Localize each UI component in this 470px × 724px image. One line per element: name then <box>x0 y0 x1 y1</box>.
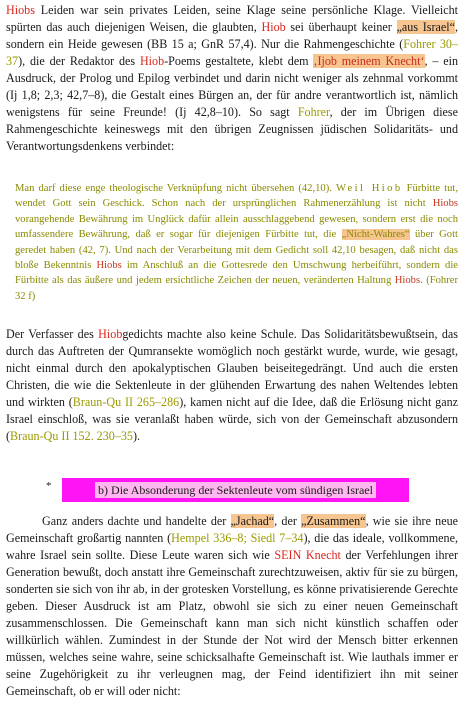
quote-run: über Gott geredet haben (42, 7). Und nach der Verarbeitung mit dem Gedicht soll 42,10 besagen, daß nicht das bloße Bekenntnis <box>15 229 458 272</box>
quote-run: Fürbitte tut, wendet Gott sein Geschick. Schon nach der ursprünglichen Rahmenerzählung ist nicht <box>15 183 458 210</box>
text-run: , der im Übrigen diese Rahmengeschichte keineswegs mit den übrigen Zeugnissen jüdischen Solidaritäts- und Verantwortungsdenkens verbindet: <box>6 105 459 154</box>
asterisk-marker: * <box>46 480 52 492</box>
section-heading <box>62 478 409 502</box>
name-hiob: Hiob <box>98 327 123 341</box>
text-run: , der <box>274 514 302 528</box>
text-run: ). <box>132 429 141 444</box>
name-hiobs: Hiobs <box>96 260 122 272</box>
text-run: ), die der Redaktor des <box>18 54 140 69</box>
citation-hempel-siedl: Hempel 336–8; Siedl 7–34 <box>171 531 304 546</box>
text-run: , – ein Ausdruck, der Prolog und Epilog verbindet und darin nicht weniger als zehnmal vorkommt (Ij 1,8; 2,3; 42,7–8), die Gestalt eines Bürgen an, der für andre verantwortlich ist, nämlich wenigstens für seine Freunde! (Ij 42,8–10). So sagt <box>6 54 458 120</box>
quote-run: vorangehende Bewährung im Unglück dafür allein ausschlaggebend gewesen, sondern erst die noch umfassendere Bewährung, daß er sogar für diejenigen Fürbitte tut, die <box>15 213 458 241</box>
text-run: Ganz anders dachte und handelte der <box>42 514 231 528</box>
paragraph-jachad <box>6 513 458 701</box>
name-hiob: Hiob <box>139 54 165 69</box>
citation-braun-qu: Braun-Qu II 265–286 <box>72 395 180 410</box>
name-hiob: Hiob <box>261 20 286 35</box>
highlight-zusammen: „Zusammen“ <box>301 514 366 528</box>
block-quote-fohrer <box>15 181 458 304</box>
text-run: gedichts machte also keine Schule. Das Solidaritätsbewußtsein, das durch das Auftreten der Qumransekte womöglich noch gestärkt wurde, wurde, wie gesagt, nicht einmal durch den apokalyptischen Glauben beiseitegedrängt. Und auch die ersten Christen, die wie die Sektenleute in der glühenden Erwartung des nahen Weltendes lebten und wirkten ( <box>6 327 458 410</box>
text-run: Leiden war sein privates Leiden, seine Klage seine persönliche Klage. Vielleicht spürten das auch diejenigen Weisen, die glaubten, <box>6 3 458 35</box>
text-run: ), kamen nicht auf die Idee, daß die Erlösung nicht ganz Israel einschloß, was sie veranlaßt haben würde, sich von der Gemeinschaft abzusondern ( <box>6 395 458 444</box>
highlight-aus-israel: „aus Israel“ <box>396 20 455 35</box>
name-hiobs: Hiobs <box>394 275 421 287</box>
highlight-ijob-knecht: ‚Ijob meinem Knecht‘ <box>313 54 425 69</box>
text-run: , wie sie ihre neue Gemeinschaft großartig nannten ( <box>6 514 458 546</box>
text-run: , sondern ein Heide gewesen (BB 15 a; GnR 57,4). Nur die Rahmengeschichte ( <box>6 20 458 52</box>
name-hiobs: Hiobs <box>6 3 35 17</box>
name-hiobs: Hiobs <box>432 198 458 210</box>
quote-run: . (Fohrer 32 f) <box>15 275 458 302</box>
text-run: Der Verfasser des <box>6 327 99 341</box>
citation-fohrer: Fohrer 30–37 <box>6 37 459 69</box>
quote-emphasis: Weil Hiob <box>335 183 403 194</box>
text-run: -Poems gestaltete, klebt dem <box>164 54 314 69</box>
term-sein-knecht: SEIN Knecht <box>274 548 341 563</box>
paragraph-hiob-leiden <box>6 2 458 155</box>
text-run: ), die das ideale, vollkommene, wahre Israel sein sollte. Diese Leute waren sich wie <box>6 531 458 563</box>
quote-run: im Anschluß an die Gottesrede den Umschwung herbeiführt, sondern die Fürbitte als das äußere und jedem ersichtliche Zeichen der neuen, veränderten Haltung <box>15 260 458 287</box>
text-run: der Verfehlungen ihrer Generation bewußt, doch anstatt ihre Gemeinschaft zurechtzuweisen, aktiv für sie zu bürgen, sonderten sie sich von ihr ab, in der grotesken Vorstellung, es könne privatisierende Gerechte geben. Dieser Ausdruck ist am Platz, obwohl sie sich zu einer neuen Gemeinschaft zusammenschlossen. Die Gemeinschaft kann man sich nicht künstlich schaffen oder willkürlich wählen. Zumindest in der Stunde der Not wird der Mensch bitter erkennen müssen, welches seine wahre, seine schicksalhafte Gemeinschaft ist. Wie lauthals immer er seine Zugehörigkeit zu ihr verleugnen mag, der Feind identifiziert ihn mit seiner Gemeinschaft, ob er will oder nicht: <box>6 548 458 699</box>
text-run: sei überhaupt keiner <box>285 20 397 35</box>
quote-run: Man darf diese enge theologische Verknüpfung nicht übersehen (42,10). <box>15 183 336 194</box>
author-fohrer: Fohrer <box>297 105 330 120</box>
highlight-nicht-wahres: „Nicht-Wahres“ <box>341 229 410 241</box>
paragraph-verfasser <box>6 326 458 445</box>
section-heading-text: b) Die Absonderung der Sektenleute vom sündigen Israel <box>95 482 376 498</box>
highlight-jachad: „Jachad“ <box>230 514 275 528</box>
citation-braun-qu: Braun-Qu II 152. 230–35 <box>10 429 133 444</box>
